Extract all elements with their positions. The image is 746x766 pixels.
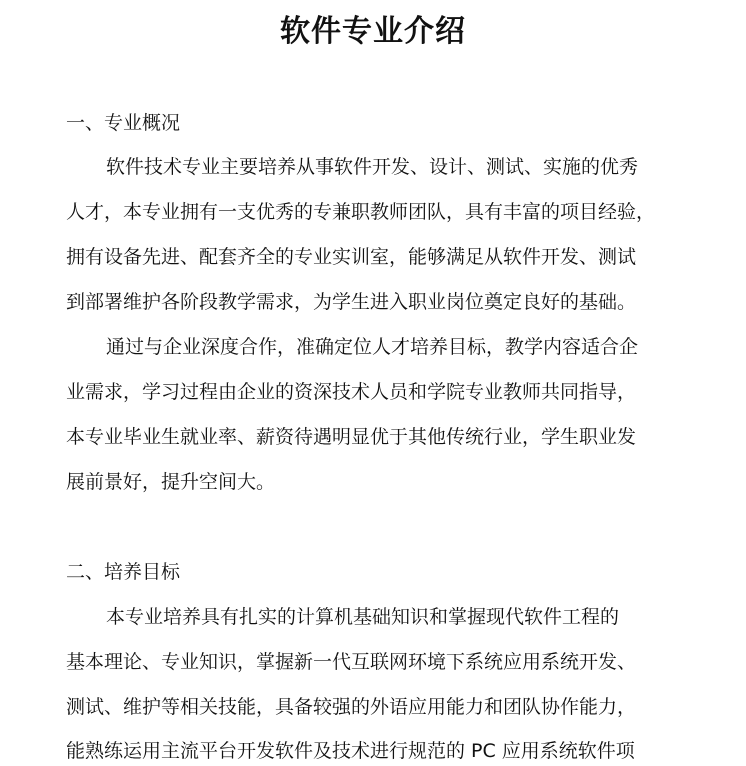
paragraph-goals-1 (66, 602, 676, 766)
paragraph-line: 业需求，学习过程由企业的资深技术人员和学院专业教师共同指导， (66, 381, 637, 403)
paragraph-line: 测试、维护等相关技能，具备较强的外语应用能力和团队协作能力， (66, 696, 637, 718)
paragraph-line: 通过与企业深度合作，准确定位人才培养目标，教学内容适合企 (106, 336, 639, 358)
paragraph-line: 到部署维护各阶段教学需求，为学生进入职业岗位奠定良好的基础。 (66, 291, 637, 313)
paragraph-line: 人才，本专业拥有一支优秀的专兼职教师团队，具有丰富的项目经验， (66, 201, 656, 223)
document-title: 软件专业介绍 (280, 14, 466, 49)
paragraph-line: 展前景好，提升空间大。 (66, 471, 276, 493)
section-heading-overview: 一、专业概况 (66, 112, 181, 134)
paragraph-line: 本专业毕业生就业率、薪资待遇明显优于其他传统行业，学生职业发 (66, 426, 637, 448)
paragraph-line: 软件技术专业主要培养从事软件开发、设计、测试、实施的优秀 (106, 156, 639, 178)
paragraph-line: 基本理论、专业知识，掌握新一代互联网环境下系统应用系统开发、 (66, 651, 637, 673)
paragraph-overview-2 (66, 332, 676, 502)
paragraph-overview-1 (66, 152, 676, 313)
paragraph-line: 本专业培养具有扎实的计算机基础知识和掌握现代软件工程的 (106, 606, 620, 628)
paragraph-line: 能熟练运用主流平台开发软件及技术进行规范的 PC 应用系统软件项 (66, 740, 635, 762)
section-heading-goals: 二、培养目标 (66, 561, 181, 583)
paragraph-line: 拥有设备先进、配套齐全的专业实训室，能够满足从软件开发、测试 (66, 246, 637, 268)
